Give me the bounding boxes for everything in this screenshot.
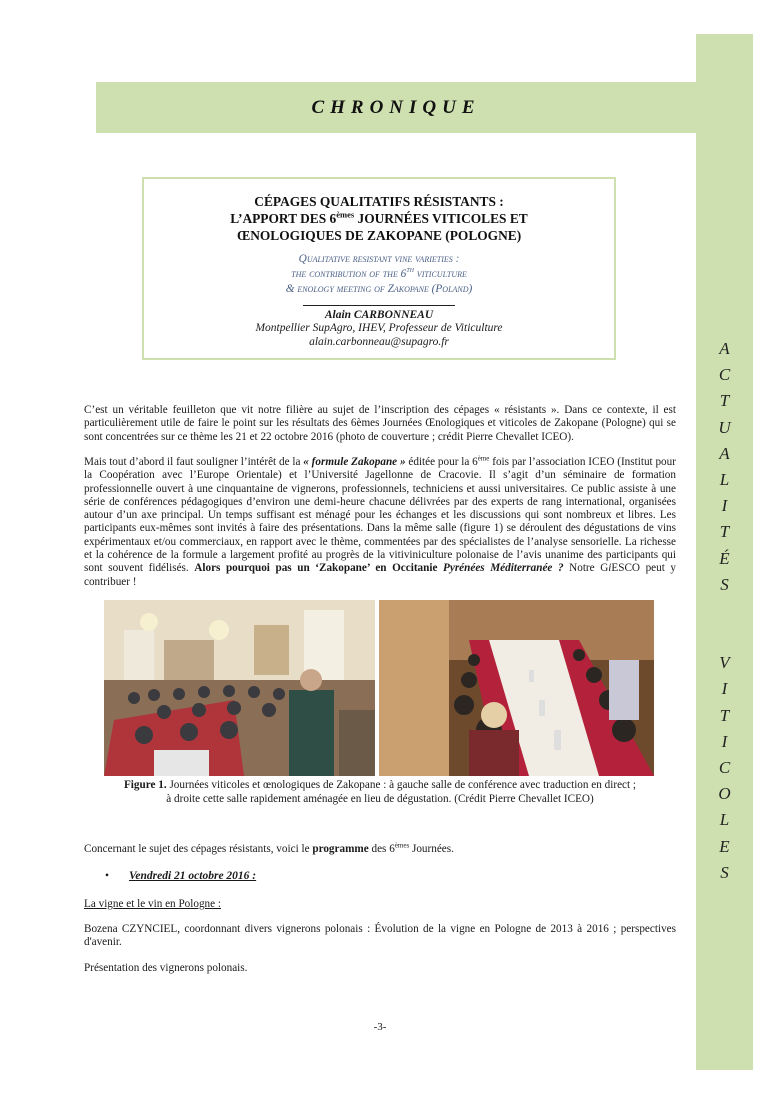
title-box	[142, 177, 616, 360]
page-number: -3-	[373, 1021, 387, 1033]
formule-zakopane-paragraph: Mais tout d’abord il faut souligner l’intérêt de la « formule Zakopane » éditée pour la 6ème fois par l’association ICEO (Institut pour la Coopération avec l’Europe Orientale) et l’Université Jagellonne de Cracovie. Il s’agit d’un séminaire de formation professionnelle ouvert à une cinquantaine de vignerons, professionnels, techniciens et aussi universitaires. Ce public assiste à une série de conférences pédagogiques d’environ une demi-heure chacune délivrées par des experts de rang international, organisées autour d’un axe principal. Un temps suffisant est ménagé pour les échanges et les discussions qui sont nombreux et libres. Les participants eux-mêmes sont invités à faire des présentations. Dans la même salle (figure 1) se déroulent des dégustations de vins expérimentaux et/ou commerciaux, en rapport avec le thème, commentées par des spécialistes de l’analyse sensorielle. La richesse et la cohérence de la formule a largement profité au progrès de la vitiviniculture polonaise de l’avis unanime des participants qui sont souvent fidélisés. Alors pourquoi pas un ‘Zakopane’ en Occitanie Pyrénées Méditerranée ? Notre GiESCO peut y contribuer !	[84, 454, 676, 588]
subhead-vigne-pologne: La vigne et le vin en Pologne :	[84, 898, 222, 910]
side-letter: T	[719, 522, 730, 542]
side-letter: C	[718, 365, 731, 385]
side-letter: I	[721, 496, 728, 516]
side-letter: T	[719, 391, 730, 411]
conference-room-photo	[104, 600, 375, 776]
tasting-room-photo	[379, 600, 654, 776]
side-letter: S	[720, 574, 729, 594]
side-label-actualites-viticoles	[696, 336, 753, 886]
bullet-dot-icon: •	[105, 870, 110, 882]
author-affiliation: Montpellier SupAgro, IHEV, Professeur de Viticulture	[255, 322, 503, 334]
section-header-band	[96, 82, 696, 133]
author-email[interactable]: alain.carbonneau@supagro.fr	[309, 335, 449, 348]
figure-1-caption: Figure 1. Journées viticoles et œnologiques de Zakopane : à gauche salle de conférence avec traduction en direct ; à droite cette salle rapidement aménagée en lieu de dégustation. (Crédit Pierre Chevallet ICEO)	[123, 779, 637, 805]
section-header: CHRONIQUE	[311, 96, 481, 118]
title-french: CÉPAGES QUALITATIFS RÉSISTANTS : L’APPORT DES 6èmes JOURNÉES VITICOLES ET ŒNOLOGIQUES DE ZAKOPANE (POLOGNE)	[230, 194, 528, 243]
programme-day-bullet: • Vendredi 21 octobre 2016 :	[105, 870, 257, 882]
side-letter: S	[720, 862, 729, 882]
figure-1-photos	[104, 600, 654, 776]
side-letter: O	[718, 784, 731, 804]
side-letter: A	[719, 443, 730, 463]
side-letter: U	[718, 417, 731, 437]
title-english: Qualitative resistant vine varieties : the contribution of the 6th viticulture & enology meeting of Zakopane (Poland)	[285, 253, 473, 295]
programme-item-1: Bozena CZYNCIEL, coordonnant divers vignerons polonais : Évolution de la vigne en Pologne de 2013 à 2016 ; perspectives d'avenir.	[84, 923, 676, 949]
side-letter: A	[719, 339, 730, 358]
author-divider	[303, 305, 455, 306]
side-letter: I	[721, 679, 728, 699]
side-letter: E	[719, 836, 730, 856]
side-letter: C	[718, 758, 731, 777]
side-letter: T	[719, 705, 730, 725]
intro-paragraph: C’est un véritable feuilleton que vit notre filière au sujet de l’inscription des cépages « résistants ». Dans ce contexte, il est particulièrement utile de faire le point sur les résultats des 6èmes Journées Œnologiques et viticoles de Zakopane (Pologne) qui se sont concentrées sur ce thème les 21 et 22 octobre 2016 (photo de couverture ; crédit Pierre Chevallet ICEO).	[84, 404, 676, 443]
side-letter: L	[719, 469, 730, 489]
author-name: Alain CARBONNEAU	[324, 309, 434, 321]
side-letter: V	[719, 653, 730, 673]
programme-intro: Concernant le sujet des cépages résistants, voici le programme des 6èmes Journées.	[84, 841, 454, 855]
programme-item-2: Présentation des vignerons polonais.	[84, 962, 248, 974]
side-letter: L	[719, 810, 730, 830]
side-letter: I	[721, 731, 728, 751]
side-letter: É	[719, 548, 730, 568]
